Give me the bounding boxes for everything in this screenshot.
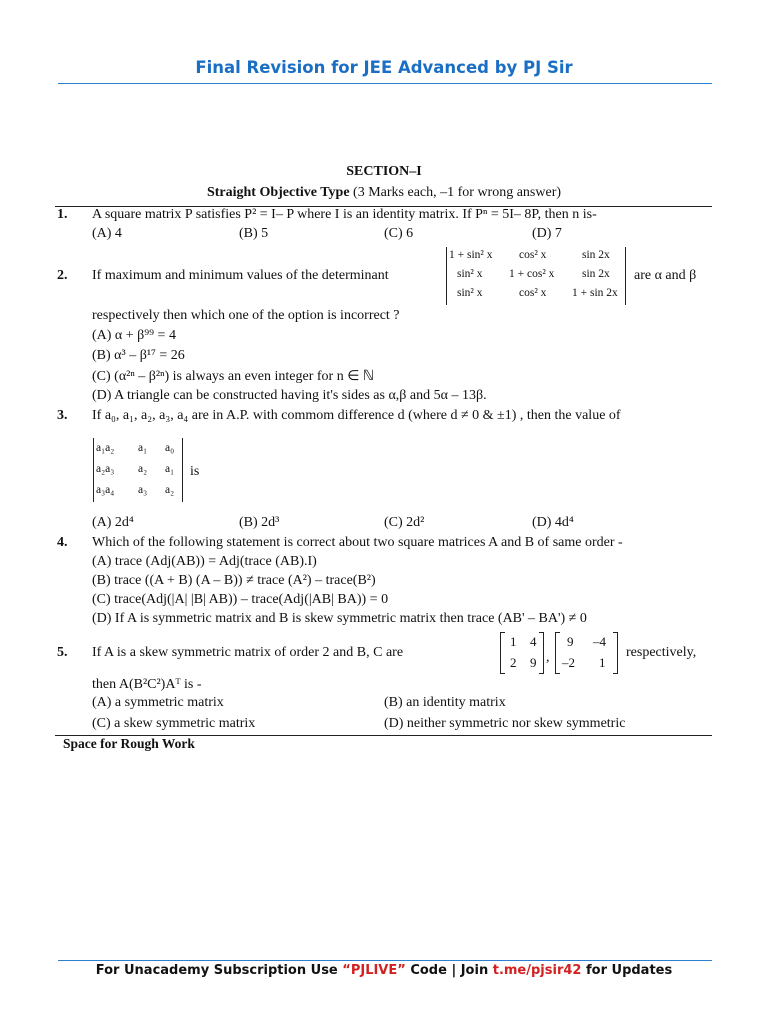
q3-number: 3.: [57, 408, 68, 423]
q2-cell-21: sin² x: [457, 268, 483, 280]
q5-b-cell-12: 4: [530, 634, 537, 649]
q4-option-c: (C) trace(Adj(|A| |B| AB)) – trace(Adj(|AB| BA)) = 0: [92, 592, 389, 607]
q2-option-c: (C) (α²ⁿ – β²ⁿ) is always an even integer for n ∈ ℕ: [92, 369, 375, 384]
q2-cell-33: 1 + sin 2x: [572, 287, 618, 299]
section-title: SECTION–I: [346, 164, 422, 179]
q2-cell-12: cos² x: [519, 249, 547, 261]
section-subtitle: [0, 185, 768, 201]
q4-number: 4.: [57, 535, 68, 550]
q5-number: 5.: [57, 645, 68, 660]
q5-c-cell-11: 9: [567, 634, 574, 649]
q3-cell-31: a₃a₄: [96, 484, 115, 496]
q5-b-cell-21: 2: [510, 655, 517, 670]
footer-telegram-link[interactable]: t.me/pjsir42: [492, 963, 582, 978]
q1-text: A square matrix P satisfies P² = I– P where I is an identity matrix. If Pⁿ = 5I– 8P, then n is-: [92, 207, 597, 222]
q2-number: 2.: [57, 268, 68, 283]
q5-matrix-b-left-bracket: [500, 632, 505, 674]
q3-option-b: (B) 2d³: [239, 515, 280, 530]
q5-matrix-comma: ,: [546, 650, 550, 665]
q1-option-a: (A) 4: [92, 226, 122, 241]
q5-text-after: respectively,: [626, 645, 697, 660]
q1-option-d: (D) 7: [532, 226, 562, 241]
q3-option-d: (D) 4d⁴: [532, 515, 574, 530]
q4-option-b: (B) trace ((A + B) (A – B)) ≠ trace (A²) – trace(B²): [92, 573, 376, 588]
q2-option-d: (D) A triangle can be constructed having it's sides as α,β and 5α – 13β.: [92, 388, 487, 403]
q3-is-label: is: [190, 464, 200, 479]
q3-option-c: (C) 2d²: [384, 515, 425, 530]
q3-cell-21: a₂a₃: [96, 463, 115, 475]
q4-option-d: (D) If A is symmetric matrix and B is skew symmetric matrix then trace (AB' – BA') ≠ 0: [92, 611, 587, 626]
q5-matrix-b: [500, 632, 544, 674]
q3-text: If a₀, a₁, a₂, a₃, a₄ are in A.P. with commom difference d (where d ≠ 0 & ±1) , then the value of: [92, 408, 621, 423]
q5-text-before: If A is a skew symmetric matrix of order 2 and B, C are: [92, 645, 404, 660]
q5-c-cell-12: –4: [593, 634, 606, 649]
q3-cell-12: a₁: [138, 442, 148, 454]
section-type: Straight Objective Type: [206, 185, 350, 200]
q3-cell-32: a₃: [138, 484, 148, 496]
q5-option-b: (B) an identity matrix: [384, 695, 506, 710]
footer-text-1: For Unacademy Subscription Use: [95, 963, 343, 978]
q3-option-a: (A) 2d⁴: [92, 515, 134, 530]
q2-text-cont: respectively then which one of the option is incorrect ?: [92, 308, 400, 323]
q1-number: 1.: [57, 207, 68, 222]
q5-option-a: (A) a symmetric matrix: [92, 695, 224, 710]
q5-c-cell-21: –2: [562, 655, 575, 670]
q2-text-before: If maximum and minimum values of the determinant: [92, 268, 389, 283]
footer-text-3: for Updates: [581, 963, 673, 978]
q5-b-cell-22: 9: [530, 655, 537, 670]
header-divider: [58, 83, 712, 84]
page-header-title: Final Revision for JEE Advanced by PJ Sir: [195, 58, 573, 77]
q3-cell-33: a₂: [165, 484, 175, 496]
q3-determinant: [93, 438, 183, 502]
rough-work-label: Space for Rough Work: [63, 736, 195, 751]
footer-divider: [58, 960, 712, 961]
footer-text-2: Code | Join: [405, 963, 493, 978]
q5-matrix-c: [555, 632, 618, 674]
q2-cell-22: 1 + cos² x: [509, 268, 555, 280]
q4-option-a: (A) trace (Adj(AB)) = Adj(trace (AB).I): [92, 554, 317, 569]
q5-matrix-c-left-bracket: [555, 632, 560, 674]
q2-cell-32: cos² x: [519, 287, 547, 299]
q5-matrix-c-right-bracket: [613, 632, 618, 674]
q3-cell-11: a₁a₂: [96, 442, 115, 454]
q5-text-cont: then A(B²C²)Aᵀ is -: [92, 677, 202, 692]
q3-cell-23: a₁: [165, 463, 175, 475]
footer-promo-code: “PJLIVE”: [342, 963, 406, 978]
q2-determinant: [446, 247, 626, 305]
q5-option-c: (C) a skew symmetric matrix: [92, 716, 256, 731]
q2-cell-23: sin 2x: [582, 268, 610, 280]
q2-text-after: are α and β: [634, 268, 697, 283]
q2-cell-11: 1 + sin² x: [449, 249, 493, 261]
q3-cell-13: a₀: [165, 442, 175, 454]
q2-cell-31: sin² x: [457, 287, 483, 299]
q1-option-b: (B) 5: [239, 226, 269, 241]
q2-option-b: (B) α³ – β¹⁷ = 26: [92, 348, 185, 363]
q4-text: Which of the following statement is correct about two square matrices A and B of same order -: [92, 535, 623, 550]
q5-b-cell-11: 1: [510, 634, 517, 649]
q5-option-d: (D) neither symmetric nor skew symmetric: [384, 716, 626, 731]
section-marking: (3 Marks each, –1 for wrong answer): [349, 185, 562, 200]
q2-option-a: (A) α + β⁹⁹ = 4: [92, 328, 176, 343]
footer-banner: [0, 963, 768, 978]
q2-cell-13: sin 2x: [582, 249, 610, 261]
q5-c-cell-22: 1: [599, 655, 606, 670]
q1-option-c: (C) 6: [384, 226, 414, 241]
q3-cell-22: a₂: [138, 463, 148, 475]
q5-matrix-b-right-bracket: [539, 632, 544, 674]
